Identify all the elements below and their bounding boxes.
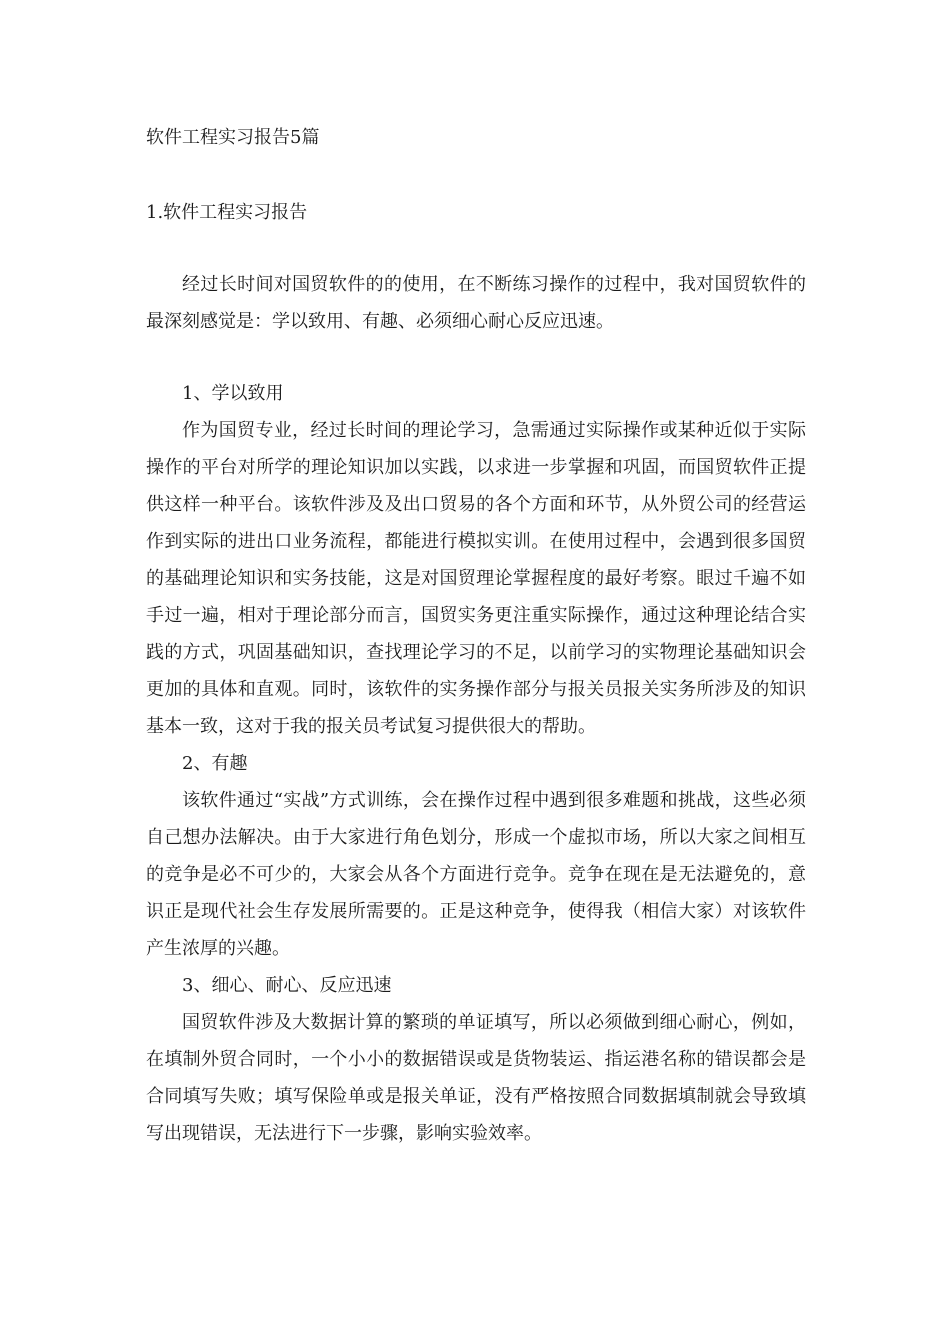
subheading-1: 1、学以致用 xyxy=(182,383,284,404)
paragraph-3: 国贸软件涉及大数据计算的繁琐的单证填写，所以必须做到细心耐心，例如，在填制外贸合同时，一个小小的数据错误或是货物装运、指运港名称的错误都会是合同填写失败；填写保险单或是报关单证，没有严格按照合同数据填制就会导致填写出现错误，无法进行下一步骤，影响实验效率。 xyxy=(146,1012,806,1144)
paragraph-1: 作为国贸专业，经过长时间的理论学习，急需通过实际操作或某种近似于实际操作的平台对所学的理论知识加以实践，以求进一步掌握和巩固，而国贸软件正提供这样一种平台。该软件涉及及出口贸易的各个方面和环节，从外贸公司的经营运作到实际的进出口业务流程，都能进行模拟实训。在使用过程中，会遇到很多国贸的基础理论知识和实务技能，这是对国贸理论掌握程度的最好考察。眼过千遍不如手过一遍，相对于理论部分而言，国贸实务更注重实际操作，通过这种理论结合实践的方式，巩固基础知识，查找理论学习的不足，以前学习的实物理论基础知识会更加的具体和直观。同时，该软件的实务操作部分与报关员报关实务所涉及的知识基本一致，这对于我的报关员考试复习提供很大的帮助。 xyxy=(146,420,806,737)
main-content xyxy=(146,375,806,1152)
paragraph-2: 该软件通过“实战”方式训练，会在操作过程中遇到很多难题和挑战，这些必须自己想办法解决。由于大家进行角色划分，形成一个虚拟市场，所以大家之间相互的竞争是必不可少的，大家会从各个方面进行竞争。竞争在现在是无法避免的，意识正是现代社会生存发展所需要的。正是这种竞争，使得我（相信大家）对该软件产生浓厚的兴趣。 xyxy=(146,790,806,959)
document-title: 软件工程实习报告5篇 xyxy=(146,127,320,148)
intro-paragraph: 经过长时间对国贸软件的的使用，在不断练习操作的过程中，我对国贸软件的最深刻感觉是：学以致用、有趣、必须细心耐心反应迅速。 xyxy=(146,274,806,332)
section-title: 1.软件工程实习报告 xyxy=(146,202,308,223)
subheading-3: 3、细心、耐心、反应迅速 xyxy=(182,975,392,996)
subheading-2: 2、有趣 xyxy=(182,753,248,774)
